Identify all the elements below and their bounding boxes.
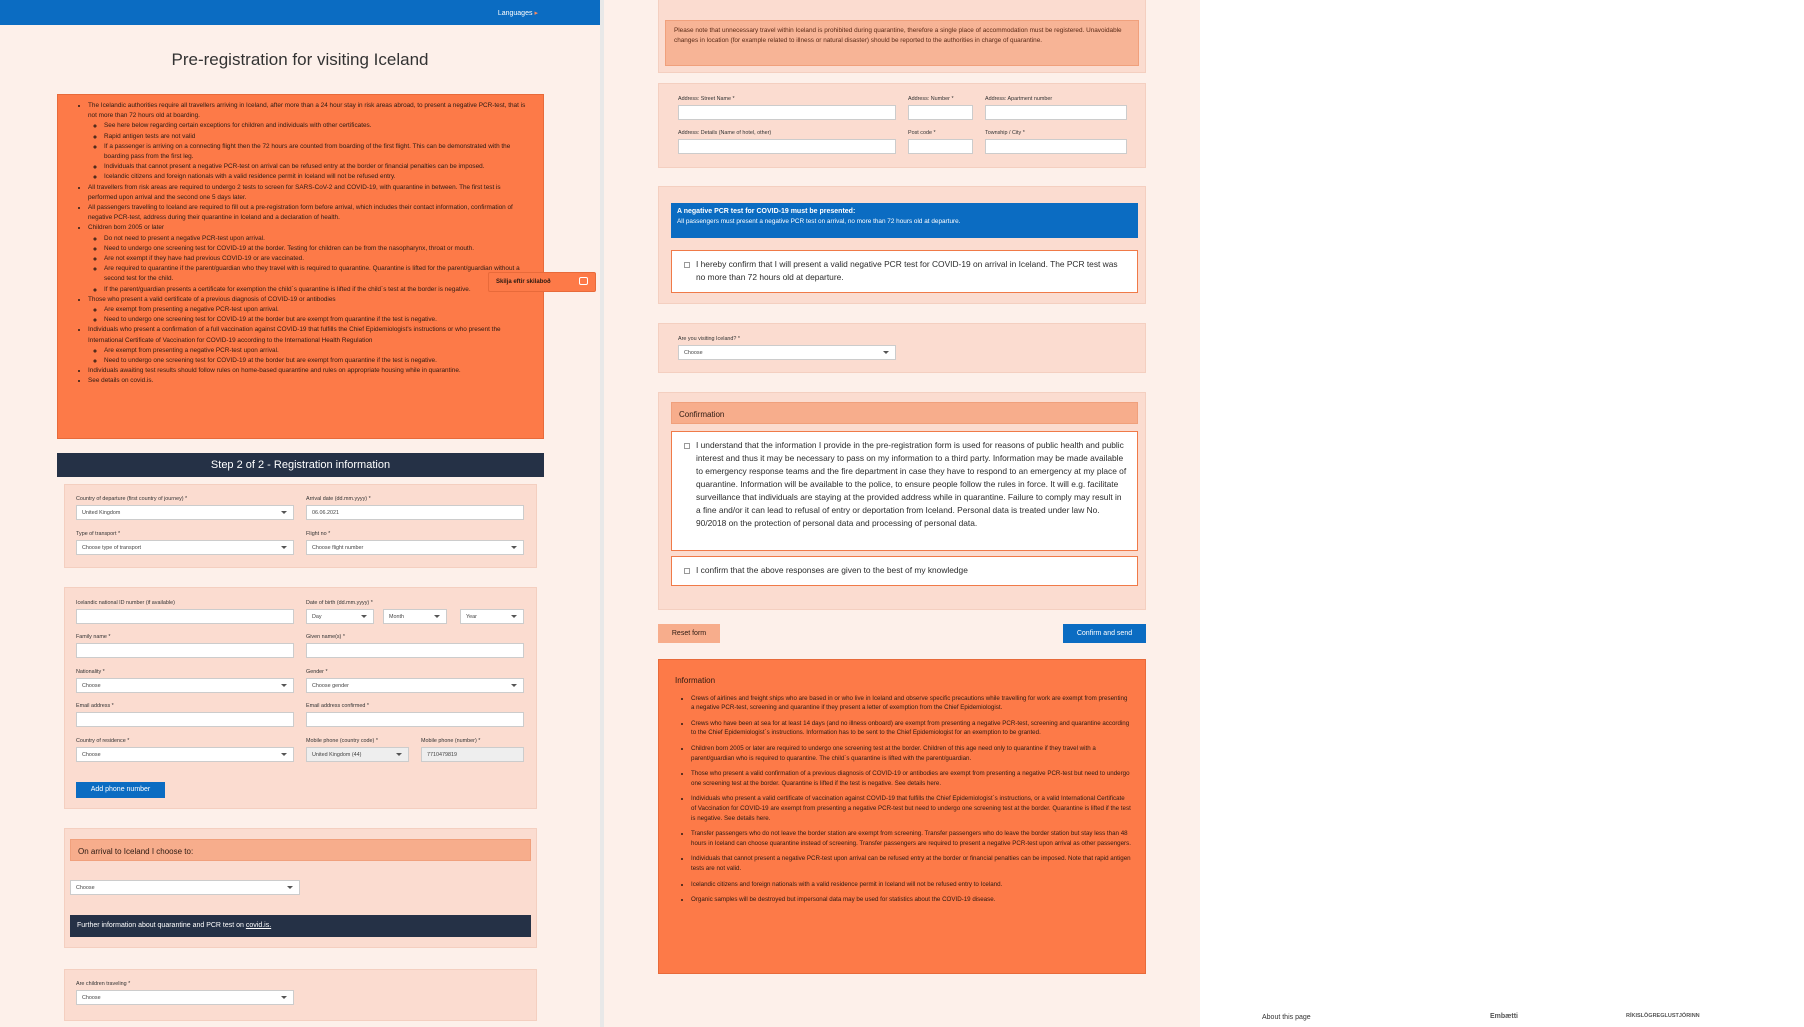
police-logo: RÍKISLÖGREGLUSTJÓRINN [1626, 1013, 1700, 1019]
info-list-item [88, 223, 529, 294]
given-name-input[interactable] [306, 643, 524, 658]
quarantine-notice: Please note that unnecessary travel within Iceland is prohibited during quarantine, therefore a single place of accommodation must be registered. Unavoidable changes in location (for example related to illness or natural disaster) should be reported to the authorities in charge of quarantine. [665, 20, 1139, 66]
information-box [658, 659, 1146, 974]
arrival-choice-select[interactable]: Choose [70, 880, 300, 895]
info-item-text: All passengers travelling to Iceland are required to fill out a pre-registration form before arrival, which includes their contact information, confirmation of negative PCR-test, address during their quarantine in Iceland and a declaration of health. [88, 204, 513, 222]
pcr-confirm-checkbox-row[interactable] [671, 250, 1138, 293]
info-list-item [88, 325, 529, 366]
national-id-label: Icelandic national ID number (if available) [76, 600, 175, 606]
transport-type-label: Type of transport * [76, 531, 121, 537]
children-traveling-label: Are children traveling * [76, 981, 131, 987]
pcr-requirement-band [671, 203, 1138, 238]
information-list-item: • Individuals who present a valid certificate of vaccination against COVID-19 that fulfills the Chief Epidemiologist´s instructions, or a valid International Certificate of Vaccination for COVID-19 are exempt from presenting a negative PCR-test but need to undergo one screening test at the border. Quarantine is lifted if the test is negative. See details here. [691, 794, 1131, 823]
confirmation-heading: Confirmation [671, 402, 1138, 424]
phone-number-label: Mobile phone (number) * [421, 738, 481, 744]
info-box [57, 94, 544, 439]
add-phone-button[interactable]: Add phone number [76, 782, 165, 798]
info-item-text: Individuals who present a confirmation of a full vaccination against COVID-19 that fulfills the Chief Epidemiologist's instructions or who present the International Certificate of Vaccination for COVID-19 according to the International Health Regulation [88, 326, 501, 344]
information-list-item: • Those who present a valid confirmation of a previous diagnosis of COVID-19 or antibodies are exempt from presenting a negative PCR-test but need to undergo one screening test at the border. Quarantine is lifted if the test is negative. See details here. [691, 769, 1131, 788]
apartment-input[interactable] [985, 105, 1127, 120]
info-sub-item: ◦ Are not exempt if they have had previous COVID-19 or are vaccinated. [104, 254, 529, 264]
information-list-item: • Individuals that cannot present a negative PCR-test upon arrival can be refused entry at the border or financial penalties can be imposed. Note that rapid antigen tests are not valid. [691, 854, 1131, 873]
information-list-item: • Crews of airlines and freight ships who are based in or who live in Iceland and observe specific precautions while travelling for work are exempt from presenting a negative PCR-test, screening and quarantine if they present a letter of exemption from the Chief Epidemiologist. [691, 694, 1131, 713]
further-info-text: Further information about quarantine and PCR test on [77, 922, 246, 929]
covid-link[interactable]: covid.is. [245, 922, 272, 929]
dob-day-select[interactable]: Day [306, 609, 374, 624]
confirm-send-button[interactable]: Confirm and send [1063, 624, 1146, 643]
info-list-item [88, 376, 529, 386]
address-details-label: Address: Details (Name of hotel, other) [678, 130, 772, 136]
consent-checkbox-row[interactable] [671, 431, 1138, 551]
embaetti-logo: Embætti [1490, 1013, 1518, 1020]
info-sub-item: ◦ Need to undergo one screening test for COVID-19 at the border. Testing for children can be from the nasopharynx, throat or mouth. [104, 244, 529, 254]
info-list-item [88, 203, 529, 223]
info-sub-item: ◦ Need to undergo one screening test for COVID-19 at the border but are exempt from quarantine if the test is negative. [104, 315, 529, 325]
flight-number-select[interactable]: Choose flight number [306, 540, 524, 555]
family-name-label: Family name * [76, 634, 111, 640]
arrival-date-label: Arrival date (dd.mm.yyyy) * [306, 496, 371, 502]
information-list-item: • Icelandic citizens and foreign nationals with a valid residence permit in Iceland will not be refused entry to Iceland. [691, 880, 1131, 890]
confirmation-card [658, 392, 1146, 610]
step-header: Step 2 of 2 - Registration information [57, 453, 544, 477]
dob-month-select[interactable]: Month [383, 609, 447, 624]
knowledge-checkbox[interactable] [684, 568, 690, 574]
info-sub-item: ◦ Are exempt from presenting a negative PCR-test upon arrival. [104, 346, 529, 356]
email-confirm-input[interactable] [306, 712, 524, 727]
personal-card [64, 587, 537, 809]
phone-country-code-select[interactable]: United Kingdom (44) [306, 747, 409, 762]
information-title: Information [675, 676, 716, 685]
information-list-item: • Crews who have been at sea for at least 14 days (and no illness onboard) are exempt from presenting a negative PCR-test, screening and quarantine according to the Chief Epidemiologist´s instructions. Information has to be sent to the Chief Epidemiologist for an exemption to be granted. [691, 719, 1131, 738]
arrival-date-input[interactable]: 06.06.2021 [306, 505, 524, 520]
info-sub-item: ◦ Do not need to present a negative PCR-test upon arrival. [104, 234, 529, 244]
residence-label: Country of residence * [76, 738, 130, 744]
email-label: Email address * [76, 703, 114, 709]
info-list-item [88, 366, 529, 376]
email-input[interactable] [76, 712, 294, 727]
info-item-text: Individuals awaiting test results should follow rules on home-based quarantine and rules on appropriate housing while in quarantine. [88, 367, 461, 375]
page-title: Pre-registration for visiting Iceland [171, 50, 429, 69]
pcr-card [658, 186, 1146, 304]
pcr-confirm-text: I hereby confirm that I will present a valid negative PCR test for COVID-19 on arrival in Iceland. The PCR test was no more than 72 hours old at departure. [696, 259, 1118, 282]
chat-widget[interactable] [488, 272, 596, 292]
apartment-label: Address: Apartment number [985, 96, 1053, 102]
info-list-item [88, 295, 529, 326]
reset-form-button[interactable]: Reset form [658, 624, 720, 643]
nationality-select[interactable]: Choose [76, 678, 294, 693]
gender-label: Gender * [306, 669, 328, 675]
info-list-item [88, 101, 529, 183]
languages-button[interactable] [498, 9, 538, 17]
phone-country-code-label: Mobile phone (country code) * [306, 738, 378, 744]
address-details-input[interactable] [678, 139, 896, 154]
dob-label: Date of birth (dd.mm.yyyy) * [306, 600, 373, 606]
arrival-card [64, 828, 537, 948]
info-sub-item: ◦ Rapid antigen tests are not valid [104, 132, 529, 142]
visiting-card [658, 323, 1146, 373]
info-item-text: Those who present a valid certificate of a previous diagnosis of COVID-19 or antibodies [88, 295, 336, 303]
info-sub-item: ◦ Are required to quarantine if the parent/guardian who they travel with is required to quarantine. Quarantine is lifted for the parent/guardian without a second test for the child. [104, 264, 529, 284]
country-departure-label: Country of departure (first country of journey) * [76, 496, 188, 502]
children-traveling-select[interactable]: Choose [76, 990, 294, 1005]
notice-card [658, 0, 1146, 73]
consent-checkbox[interactable] [684, 443, 690, 449]
nationality-label: Nationality * [76, 669, 105, 675]
postcode-input[interactable] [908, 139, 973, 154]
chat-icon [579, 277, 588, 285]
gender-select[interactable]: Choose gender [306, 678, 524, 693]
children-card [64, 969, 537, 1021]
arrow-right-icon: ▸ [534, 10, 538, 17]
flight-number-label: Flight no * [306, 531, 331, 537]
knowledge-text: I confirm that the above responses are given to the best of my knowledge [696, 565, 968, 575]
info-item-text: Children born 2005 or later [88, 224, 165, 232]
info-item-text: All travellers from risk areas are required to undergo 2 tests to screen for SARS-CoV-2 and COVID-19, with quarantine in between. The first test is performed upon arrival and the second one 5 days later. [88, 183, 501, 201]
information-list [675, 694, 1131, 905]
visiting-label: Are you visiting Iceland? * [678, 336, 741, 342]
info-sub-item: ◦ Need to undergo one screening test for COVID-19 at the border but are exempt from quarantine if the test is negative. [104, 356, 529, 366]
dob-year-select[interactable]: Year [460, 609, 524, 624]
postcode-label: Post code * [908, 130, 936, 136]
address-number-label: Address: Number * [908, 96, 954, 102]
info-sub-item: ◦ If the parent/guardian presents a certificate for exemption the child´s quarantine is lifted if the child´s test at the border is negative. [104, 285, 529, 295]
information-list-item: • Transfer passengers who do not leave the border station are exempt from screening. Transfer passengers who do leave the border station but stay less than 48 hours in Iceland can choose quarantine instead of screening. Transfer passengers are required to present a negative PCR-test upon arrival as other passengers. [691, 829, 1131, 848]
information-list-item: • Children born 2005 or later are required to undergo one screening test at the border. Children of this age need only to quarantine if they travel with a parent/guardian who is required to quarantine. The child´s quarantine is lifted with the parent/guardian. [691, 744, 1131, 763]
info-sub-item: ◦ If a passenger is arriving on a connecting flight then the 72 hours are counted from boarding of the first flight. This can be demonstrated with the boarding pass from the first leg. [104, 142, 529, 162]
top-bar [0, 0, 600, 25]
family-name-input[interactable] [76, 643, 294, 658]
residence-select[interactable]: Choose [76, 747, 294, 762]
travel-card [64, 484, 537, 568]
phone-number-input[interactable]: 7710479819 [421, 747, 524, 762]
left-panel [0, 0, 600, 1027]
further-info-band [70, 915, 531, 937]
about-page-link[interactable]: About this page [1262, 1014, 1311, 1021]
info-sub-item: ◦ See here below regarding certain exceptions for children and individuals with other certificates. [104, 121, 529, 131]
arrival-choice-heading: On arrival to Iceland I choose to: [70, 839, 531, 861]
pcr-subtitle: All passengers must present a negative PCR test on arrival, no more than 72 hours old at departure. [677, 218, 961, 225]
information-list-item: • Organic samples will be destroyed but impersonal data may be used for statistics about the COVID-19 disease. [691, 895, 1131, 905]
address-card [658, 83, 1146, 168]
footer [1208, 998, 1804, 1027]
chat-widget-label: Skilja eftir skilaboð [496, 279, 551, 285]
pcr-confirm-checkbox[interactable] [684, 262, 690, 268]
address-number-input[interactable] [908, 105, 973, 120]
consent-text: I understand that the information I provide in the pre-registration form is used for reasons of public health and public interest and thus it may be necessary to pass on my information to a third party. Information may be made available to emergency response teams and the fire department in case they have to respond to an emergency at my place of quarantine. Information will be available to the police, to ensure people follow the rules in force. It will e.g. facilitate surveillance that individuals are staying at the provided address while in quarantine. Failure to comply may result in a fine and/or it can lead to refusal of entry or deportation from Iceland. Personal data is treated under law No. 90/2018 on the protection of personal data and processing of personal data. [696, 440, 1127, 528]
transport-type-select[interactable]: Choose type of transport [76, 540, 294, 555]
township-input[interactable] [985, 139, 1127, 154]
street-label: Address: Street Name * [678, 96, 735, 102]
info-item-text: See details on covid.is. [88, 377, 154, 385]
info-sub-item: ◦ Are exempt from presenting a negative PCR-test upon arrival. [104, 305, 529, 315]
knowledge-checkbox-row[interactable] [671, 556, 1138, 586]
info-sub-item: ◦ Individuals that cannot present a negative PCR-test on arrival can be refused entry at the border or financial penalties can be imposed. [104, 162, 529, 172]
pcr-title: A negative PCR test for COVID-19 must be presented: [677, 208, 856, 215]
given-name-label: Given name(s) * [306, 634, 345, 640]
languages-label: Languages [497, 10, 533, 17]
street-input[interactable] [678, 105, 896, 120]
info-item-text: The Icelandic authorities require all travellers arriving in Iceland, after more than a 24 hour stay in risk areas abroad, to present a negative PCR-test, that is not more than 72 hours old at boarding. [88, 102, 526, 120]
email-confirm-label: Email address confirmed * [306, 703, 369, 709]
info-list-item [88, 183, 529, 203]
info-sub-item: ◦ Icelandic citizens and foreign nationals with a valid residence permit in Iceland will not be refused entry. [104, 172, 529, 182]
national-id-input[interactable] [76, 609, 294, 624]
township-label: Township / City * [985, 130, 1025, 136]
visiting-select[interactable]: Choose [678, 345, 896, 360]
info-list [72, 101, 529, 387]
country-departure-select[interactable]: United Kingdom [76, 505, 294, 520]
